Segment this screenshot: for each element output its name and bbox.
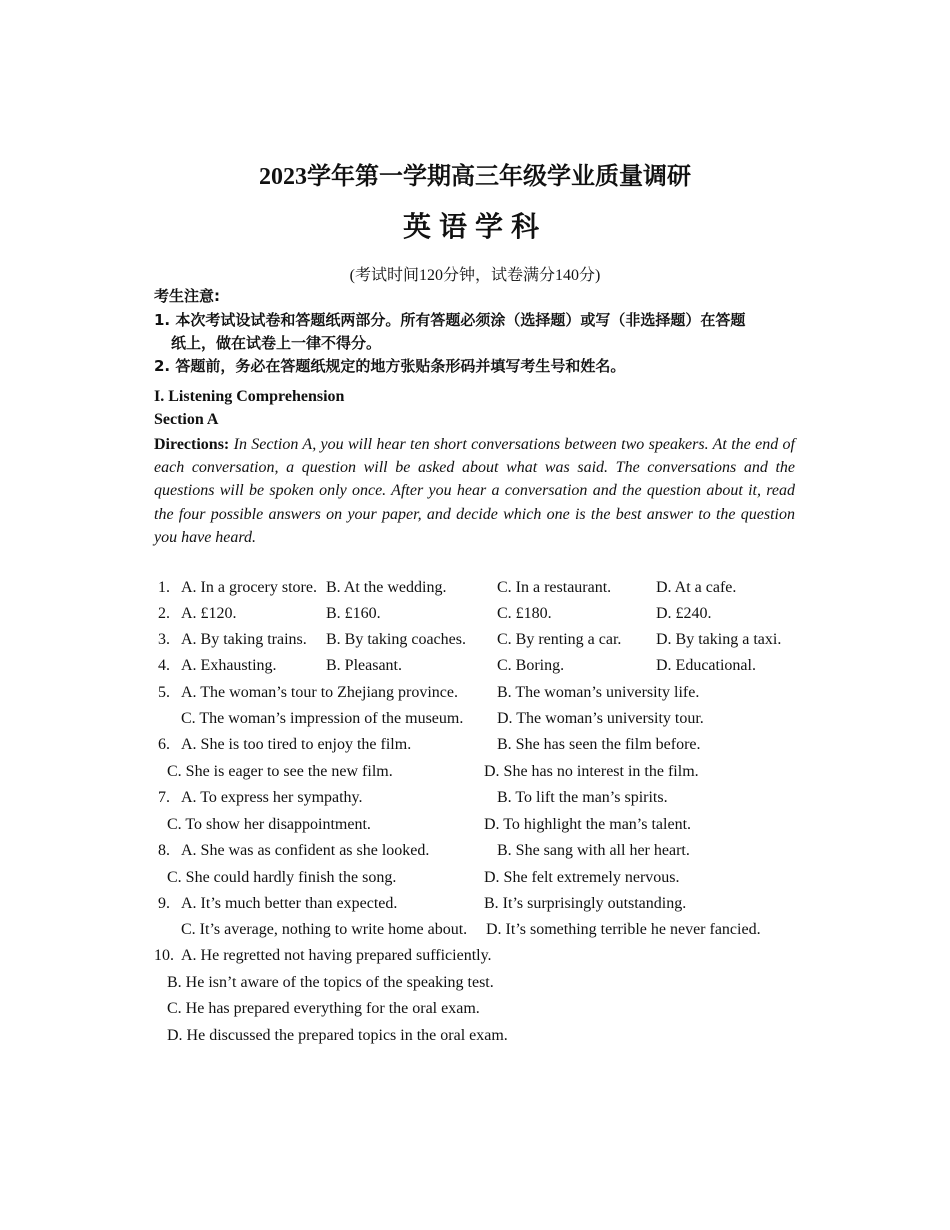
option-a: A. It’s much better than expected. [181, 895, 398, 912]
option-d: D. Educational. [656, 657, 756, 674]
question-number: 4. [158, 657, 170, 674]
option-a: A. She is too tired to enjoy the film. [181, 736, 412, 753]
option-c: C. She could hardly finish the song. [167, 869, 397, 886]
option-a: A. The woman’s tour to Zhejiang province. [181, 684, 458, 701]
option-c: C. She is eager to see the new film. [167, 763, 393, 780]
option-b: B. £160. [326, 605, 381, 622]
option-a: A. Exhausting. [181, 657, 277, 674]
question-number: 1. [158, 579, 170, 596]
question-number: 5. [158, 684, 170, 701]
option-b: B. By taking coaches. [326, 631, 466, 648]
question-number: 7. [158, 789, 170, 806]
option-d: D. £240. [656, 605, 712, 622]
option-d: D. She felt extremely nervous. [484, 869, 680, 886]
question-number: 8. [158, 842, 170, 859]
option-d: D. The woman’s university tour. [497, 710, 704, 727]
option-c: C. £180. [497, 605, 552, 622]
option-b: B. It’s surprisingly outstanding. [484, 895, 687, 912]
exam-info: (考试时间120分钟，试卷满分140分) [349, 267, 601, 284]
option-c: C. It’s average, nothing to write home about. [181, 921, 468, 938]
option-c: C. He has prepared everything for the oral exam. [167, 1000, 480, 1017]
option-a: A. He regretted not having prepared sufficiently. [181, 947, 492, 964]
part-heading: I. Listening Comprehension [154, 388, 345, 405]
question-number: 6. [158, 736, 170, 753]
option-d: D. She has no interest in the film. [484, 763, 699, 780]
option-a: A. £120. [181, 605, 237, 622]
option-d: D. By taking a taxi. [656, 631, 782, 648]
option-a: A. To express her sympathy. [181, 789, 363, 806]
option-d: D. To highlight the man’s talent. [484, 816, 692, 833]
option-b: B. The woman’s university life. [497, 684, 700, 701]
option-a: A. In a grocery store. [181, 579, 317, 596]
option-c: C. Boring. [497, 657, 565, 674]
notice-item-2: 2. 答题前，务必在答题纸规定的地方张贴条形码并填写考生号和姓名。 [154, 357, 626, 375]
directions-label: Directions: [154, 436, 230, 453]
option-b: B. She has seen the film before. [497, 736, 701, 753]
notice-item-1-cont: 纸上，做在试卷上一律不得分。 [171, 334, 382, 352]
option-b: B. At the wedding. [326, 579, 447, 596]
option-b: B. Pleasant. [326, 657, 402, 674]
notice-item-1: 1. 本次考试设试卷和答题纸两部分。所有答题必须涂（选择题）或写（非选择题）在答题 [154, 311, 746, 329]
directions-text: In Section A, you will hear ten short conversations between two speakers. At the end of each conversation, a question will be asked about what was said. The conversations and the questions will be spoken only once. After you hear a conversation and the question about it, read the four possible answers on your paper, and decide which one is the best answer to the question you have heard. [154, 436, 796, 546]
option-b: B. To lift the man’s spirits. [497, 789, 668, 806]
question-number: 3. [158, 631, 170, 648]
subject-title: 英语学科 [402, 210, 547, 243]
question-number: 10. [154, 947, 174, 964]
question-number: 9. [158, 895, 170, 912]
option-d: D. At a cafe. [656, 579, 737, 596]
option-d: D. It’s something terrible he never fancied. [486, 921, 761, 938]
option-b: B. He isn’t aware of the topics of the speaking test. [167, 974, 494, 991]
option-c: C. The woman’s impression of the museum. [181, 710, 464, 727]
option-c: C. In a restaurant. [497, 579, 612, 596]
option-c: C. By renting a car. [497, 631, 622, 648]
option-b: B. She sang with all her heart. [497, 842, 690, 859]
option-a: A. She was as confident as she looked. [181, 842, 430, 859]
notice-heading: 考生注意: [154, 287, 220, 305]
directions [154, 433, 795, 549]
exam-title: 2023学年第一学期高三年级学业质量调研 [259, 164, 691, 190]
question-number: 2. [158, 605, 170, 622]
option-c: C. To show her disappointment. [167, 816, 371, 833]
option-d: D. He discussed the prepared topics in the oral exam. [167, 1027, 508, 1044]
option-a: A. By taking trains. [181, 631, 307, 648]
section-heading: Section A [154, 411, 219, 428]
